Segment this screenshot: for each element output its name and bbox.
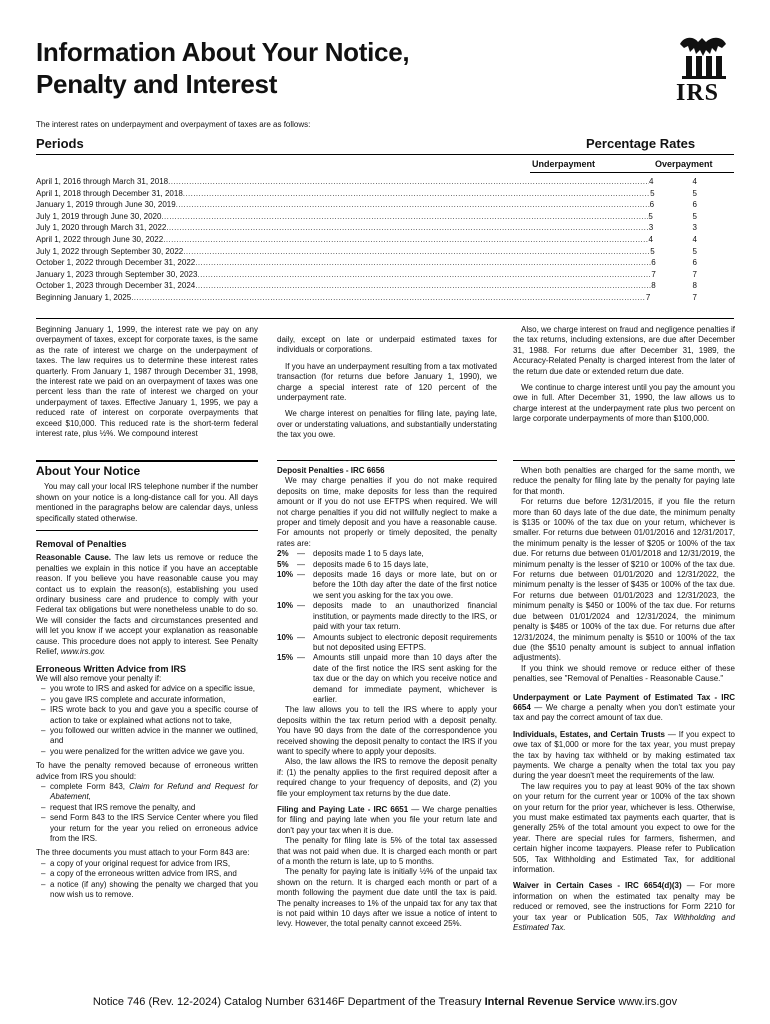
three-docs-text: The three documents you must attach to your Form 843 are: <box>36 848 250 858</box>
intro-text: The interest rates on underpayment and overpayment of taxes are as follows: <box>36 120 311 129</box>
dot-leader <box>163 235 648 244</box>
footer-website: www.irs.gov <box>615 996 678 1008</box>
deposit-rate-item <box>277 653 497 705</box>
dot-leader <box>166 223 648 232</box>
penalty-paragraph: If you think we should remove or reduce either of these penalties, see "Removal of Penalties - Reasonable Cause." <box>513 663 735 684</box>
rate-row <box>36 235 734 247</box>
irs-link[interactable]: www.irs.gov. <box>60 647 106 657</box>
interest-paragraph: Also, we charge interest on fraud and negligence penalties if the tax returns, including extensions, are due after December 31, 1988. For returns due after December 31, 1989, the Accuracy-Related Penalty is charged interest from the later of the return due date or extended return due date. <box>513 325 735 376</box>
deposit-rate-text: deposits made to an unauthorized financial institution, or payments made directly to the IRS, or paid with your tax return. <box>313 601 497 632</box>
overpayment-rate: 7 <box>692 269 697 279</box>
list-item: – you followed our written advice in the manner we outlined, and <box>50 726 258 747</box>
interest-paragraph: Beginning January 1, 1999, the interest rate we pay on any overpayment of taxes, except for corporate taxes, is the same as the rate of interest we charge on the underpayment of taxes. The law requires us to determine these interest rates quarterly. From January 1, 1987 through December 31, 1998, the interest rate we paid on an overpayment of taxes was one percent less than the rate of interest we charged on your underpayment of taxes. Effective January 1, 1995, we pay a reduced rate of interest on corporate overpayments that exceed $10,000. This reduced rate is the short-term federal interest rate, plus ½%. We compound interest <box>36 325 258 439</box>
overpayment-rate: 5 <box>692 188 697 198</box>
interest-paragraph: daily, except on late or underpaid estimated taxes for individuals or corporations. <box>277 335 497 355</box>
list-item: – you were penalized for the written advice we gave you. <box>50 747 258 757</box>
deposit-rate-percent: 10% <box>277 570 294 580</box>
deposit-column <box>277 466 497 936</box>
irs-logo-text: IRS <box>676 80 720 106</box>
filing-paying-late-label: Filing and Paying Late - IRC 6651 <box>277 805 409 814</box>
overpayment-rate: 3 <box>692 223 697 233</box>
rate-row <box>36 293 734 305</box>
form-843-title: Claim for Refund and Request for Abatement, <box>50 781 259 802</box>
dot-leader <box>195 258 651 267</box>
removal-heading: Removal of Penalties <box>36 539 127 550</box>
list-item-text: complete Form 843, <box>50 781 130 791</box>
deposit-paragraph: Also, the law allows the IRS to remove the deposit penalty if: (1) the penalty applies to the first required deposit after a required change to your frequency of deposits, and (2) you file your employment tax returns by the due date. <box>277 757 497 798</box>
underpayment-rate: 8 <box>651 281 656 291</box>
section-rule <box>36 460 258 462</box>
table-bottom-rule <box>36 318 734 319</box>
rate-period: July 1, 2019 through June 30, 2020 <box>36 211 162 221</box>
deposit-rate-percent: 10% <box>277 601 294 611</box>
overpayment-rate: 7 <box>692 292 697 302</box>
rate-row <box>36 177 734 189</box>
rate-row <box>36 200 734 212</box>
erroneous-list <box>36 684 258 757</box>
section-rule <box>277 460 497 461</box>
overpayment-rate: 5 <box>692 246 697 256</box>
rate-period: January 1, 2023 through September 30, 2023 <box>36 269 198 279</box>
rate-row <box>36 223 734 235</box>
rate-period: July 1, 2020 through March 31, 2022 <box>36 223 167 233</box>
deposit-rate-item <box>277 633 497 654</box>
rate-period: July 1, 2022 through September 30, 2022 <box>36 246 184 256</box>
rate-period: Beginning January 1, 2025 <box>36 292 132 302</box>
individuals-paragraph: The law requires you to pay at least 90% of the tax shown on your return for the current year or 100% of the tax shown on your return for the prior year, whichever is less. Otherwise, you must make estimated tax payments each quarter, that is generally 25% of the total amount you expect to owe for the year. There are special rules for farmers, fishermen, and certain higher income taxpayers. Please refer to Publication 505, Tax Withholding and Estimated Tax, for additional information. <box>513 781 735 875</box>
penalty-paragraph: For returns due before 12/31/2015, if you file the return more than 60 days late of the due date, the minimum penalty is $135 or 100% of the tax due on your return, whichever is smaller. For returns due between 01/01/2016 and 12/31/2017, the minimum penalty is the lesser of $205 or 100% of the tax due. For returns due between 01/01/2018 and 12/31/2019, the minimum penalty is the lesser of $210 or 100% of the tax due. For returns due between 01/01/2020 and 12/31/2022, the minimum penalty is the lesser of $435 or 100% of the tax due. For returns due between 01/01/2023 and 12/31/2023, the minimum penalty is $450 or 100% of the tax due. For returns due between 01/01/2024 and 12/31/2024, the minimum penalty is $485 or 100% of the tax due. For returns due after 12/31/2024, the minimum penalty is $510 or 100% of the tax due (the $510 penalty amount is subject to annual inflation adjustments). <box>513 497 735 663</box>
overpayment-rate: 6 <box>692 258 697 268</box>
deposit-rate-text: deposits made 1 to 5 days late, <box>313 549 424 559</box>
overpayment-header: Overpayment <box>655 159 713 169</box>
dot-leader <box>197 270 651 279</box>
deposit-rate-item <box>277 570 497 601</box>
deposit-rate-text: deposits made 16 days or more late, but on or before the 10th day after the date of the first notice we sent you asking for the tax you owe. <box>313 570 497 600</box>
dot-leader <box>183 247 650 256</box>
deposit-rate-text: Amounts still unpaid more than 10 days after the date of the first notice the IRS sent asking for the tax due or the day on which you receive notice and demand for immediate payment, whichever is earlier. <box>313 653 497 704</box>
overpayment-rate: 8 <box>692 281 697 291</box>
dash: — <box>297 601 305 611</box>
rate-period: October 1, 2023 through December 31, 2024 <box>36 281 196 291</box>
list-item: – you gave IRS complete and accurate information, <box>50 695 258 705</box>
page-footer <box>0 996 770 1008</box>
deposit-rate-percent: 5% <box>277 559 289 569</box>
rate-row <box>36 258 734 270</box>
deposit-rate-percent: 15% <box>277 653 294 663</box>
rate-period: April 1, 2018 through December 31, 2018 <box>36 188 183 198</box>
estimated-tax-label: Underpayment or Late Payment of Estimated Tax - IRC 6654 <box>513 692 735 712</box>
list-item: – you wrote to IRS and asked for advice on a specific issue, <box>50 684 258 694</box>
filing-paying-late-text: — We charge penalties for filing and paying late when you file your return late and don't pay your tax when it is due. <box>277 805 497 835</box>
title-line-1: Information About Your Notice, <box>36 37 410 67</box>
rate-period: April 1, 2022 through June 30, 2022 <box>36 234 164 244</box>
list-item: – a copy of the erroneous written advice from IRS, and <box>50 869 258 879</box>
deposit-rate-text: Amounts subject to electronic deposit requirements but not deposited using EFTPS. <box>313 632 497 652</box>
erroneous-intro: We will also remove your penalty if: <box>36 673 162 683</box>
individuals-label: Individuals, Estates, and Certain Trusts <box>513 729 666 739</box>
individuals-text: — If you expect to owe tax of $1,000 or more for the tax year, you must prepay the tax by having tax withheld or by making estimated tax payments. We charge a penalty when the total tax you pay during the year doesn't meet the requirements of the law. <box>513 729 736 781</box>
rate-period: October 1, 2022 through December 31, 2022 <box>36 258 196 268</box>
filing-paragraph: The penalty for filing late is 5% of the total tax assessed that was not paid when due. It is charged each month or part of a month the return is late, up to 5 months. <box>277 836 497 867</box>
dot-leader <box>183 189 650 198</box>
overpayment-rate: 4 <box>692 234 697 244</box>
title-line-2: Penalty and Interest <box>36 69 278 99</box>
deposit-paragraph: We may charge penalties if you do not make required deposits on time, make deposits for less than the required amount or if you do not use EFTPS when required. We will not charge penalties if you did not willfully neglect to make a proper and timely deposit and you have a reasonable cause. For amounts not properly or timely deposited, the penalty rates are: <box>277 476 497 548</box>
dash: — <box>297 559 305 569</box>
rate-row <box>36 212 734 224</box>
dot-leader <box>176 200 650 209</box>
footer-notice-info: Notice 746 (Rev. 12-2024) Catalog Number 63146F Department of the Treasury <box>92 996 485 1008</box>
underpayment-rate: 3 <box>648 223 654 233</box>
dash: — <box>297 570 305 580</box>
underpayment-rate: 4 <box>648 234 653 244</box>
dash: — <box>297 549 305 559</box>
dash: — <box>297 653 305 663</box>
penalty-column <box>513 466 735 939</box>
waiver-text: — For more information on when the estimated tax penalty may be reduced or removed, see the instructions for Form 2210 for your tax year or Publication 505, <box>513 881 735 922</box>
dot-leader <box>195 281 651 290</box>
underpayment-rate: 5 <box>650 246 655 256</box>
rate-row <box>36 281 734 293</box>
list-item: – IRS wrote back to you and gave you a specific course of action to take or explained what actions not to take, <box>50 705 258 726</box>
interest-col-2 <box>277 335 497 447</box>
underpayment-rate: 5 <box>648 211 653 221</box>
deposit-rate-percent: 10% <box>277 632 294 642</box>
rates-table <box>36 177 734 305</box>
dash: — <box>297 632 305 642</box>
reasonable-cause-label: Reasonable Cause. <box>36 553 112 563</box>
deposit-paragraph: The law allows you to tell the IRS where to apply your deposits within the tax return period with a deposit penalty. You have 90 days from the date of the correspondence you received showing the deposit penalty to contact the IRS if you want to specify where to apply your deposits. <box>277 705 497 756</box>
list-item <box>50 782 258 803</box>
interest-paragraph: We charge interest on penalties for filing late, paying late, over or understating valuations, and substantially understating the tax you owe. <box>277 409 497 440</box>
footer-agency: Internal Revenue Service <box>484 996 616 1008</box>
about-paragraph: You may call your local IRS telephone number if the number shown on your notice is a long-distance call for you. All days mentioned in the paragraphs below are calendar days, unless specifically stated otherwise. <box>36 482 258 523</box>
dot-leader <box>131 293 646 302</box>
about-column <box>36 466 258 904</box>
section-rule <box>513 460 735 461</box>
table-top-rule <box>36 154 734 155</box>
deposit-rate-item <box>277 560 497 570</box>
underpayment-header: Underpayment <box>532 159 596 169</box>
reasonable-cause-text: The law lets us remove or reduce the penalties we explain in this notice if you have an acceptable reason. If you believe you have reasonable cause you may contact us to explain the reason(s), establishing you used ordinary business care and prudence to comply with your Federal tax obligations but were nonetheless unable to do so. We will consider the facts and circumstances presented and will let you know if we accept your explanation as reasonable cause. This procedure does not apply to interest. See Penalty Relief, <box>36 553 258 657</box>
deposit-rate-percent: 2% <box>277 549 289 559</box>
list-item: – a notice (if any) showing the penalty we charged that you now wish us to remove. <box>50 880 258 901</box>
dot-leader <box>168 177 649 186</box>
underpayment-rate: 6 <box>651 258 656 268</box>
underpayment-rate: 7 <box>651 269 656 279</box>
overpayment-rate: 4 <box>692 177 697 186</box>
list-item: – send Form 843 to the IRS Service Center where you filed your return for the year you relied on erroneous advice from the IRS. <box>50 813 258 844</box>
rate-row <box>36 270 734 282</box>
have-removed-text: To have the penalty removed because of erroneous written advice from IRS you should: <box>36 761 258 781</box>
underpayment-rate: 6 <box>649 200 655 210</box>
deposit-rate-item <box>277 601 497 632</box>
about-heading: About Your Notice <box>36 464 141 478</box>
penalty-paragraph: When both penalties are charged for the same month, we reduce the penalty for filing late by the penalty for paying late for that month. <box>513 466 735 496</box>
list-item: – request that IRS remove the penalty, and <box>50 803 258 813</box>
rates-header-rule <box>530 172 734 173</box>
page-title <box>36 36 596 100</box>
interest-col-3 <box>513 325 735 431</box>
three-docs-list <box>36 859 258 901</box>
deposit-rate-text: deposits made 6 to 15 days late, <box>313 559 429 569</box>
underpayment-rate: 5 <box>650 188 655 198</box>
interest-col-1 <box>36 325 258 445</box>
waiver-label: Waiver in Certain Cases - IRC 6654(d)(3) <box>513 881 682 891</box>
dot-leader <box>161 212 648 221</box>
periods-heading: Periods <box>36 136 84 151</box>
rate-period: January 1, 2019 through June 30, 2019 <box>36 200 176 210</box>
overpayment-rate: 5 <box>692 211 697 221</box>
section-rule <box>36 530 258 531</box>
have-removed-list <box>36 782 258 844</box>
interest-paragraph: If you have an underpayment resulting from a tax motivated transaction (for returns due before January 1, 1990), we charge a special interest rate of 120 percent of the underpayment rate. <box>277 361 497 403</box>
filing-paragraph: The penalty for paying late is initially ½% of the unpaid tax shown on the return. It is charged each month or part of a month following the payment due date until the tax is paid. The penalty increases to 1% of the unpaid tax for any tax that is not paid within 10 days after we issue a notice of intent to levy. However, the total penalty cannot exceed 25%. <box>277 867 497 929</box>
publication-505-title: Tax Withholding and Estimated Tax. <box>513 912 736 933</box>
underpayment-rate: 7 <box>645 292 651 302</box>
rate-period: April 1, 2016 through March 31, 2018 <box>36 177 169 186</box>
estimated-tax-text: — We charge a penalty when you don't estimate your tax and pay the correct amount of tax due. <box>513 702 735 723</box>
erroneous-heading: Erroneous Written Advice from IRS <box>36 663 187 674</box>
interest-paragraph: We continue to charge interest until you pay the amount you owe in full. After December 31, 1990, the law allows us to charge interest at the underpayment rate plus two percent on large corporate underpayments of more than $100,000. <box>513 383 735 424</box>
underpayment-rate: 4 <box>648 177 654 186</box>
rate-row <box>36 247 734 259</box>
list-item: – a copy of your original request for advice from IRS, <box>50 859 258 869</box>
percentage-rates-heading: Percentage Rates <box>586 136 696 151</box>
rate-row <box>36 189 734 201</box>
deposit-rates-list <box>277 549 497 705</box>
deposit-rate-item <box>277 549 497 559</box>
overpayment-rate: 6 <box>692 200 697 210</box>
deposit-heading: Deposit Penalties - IRC 6656 <box>277 466 385 475</box>
